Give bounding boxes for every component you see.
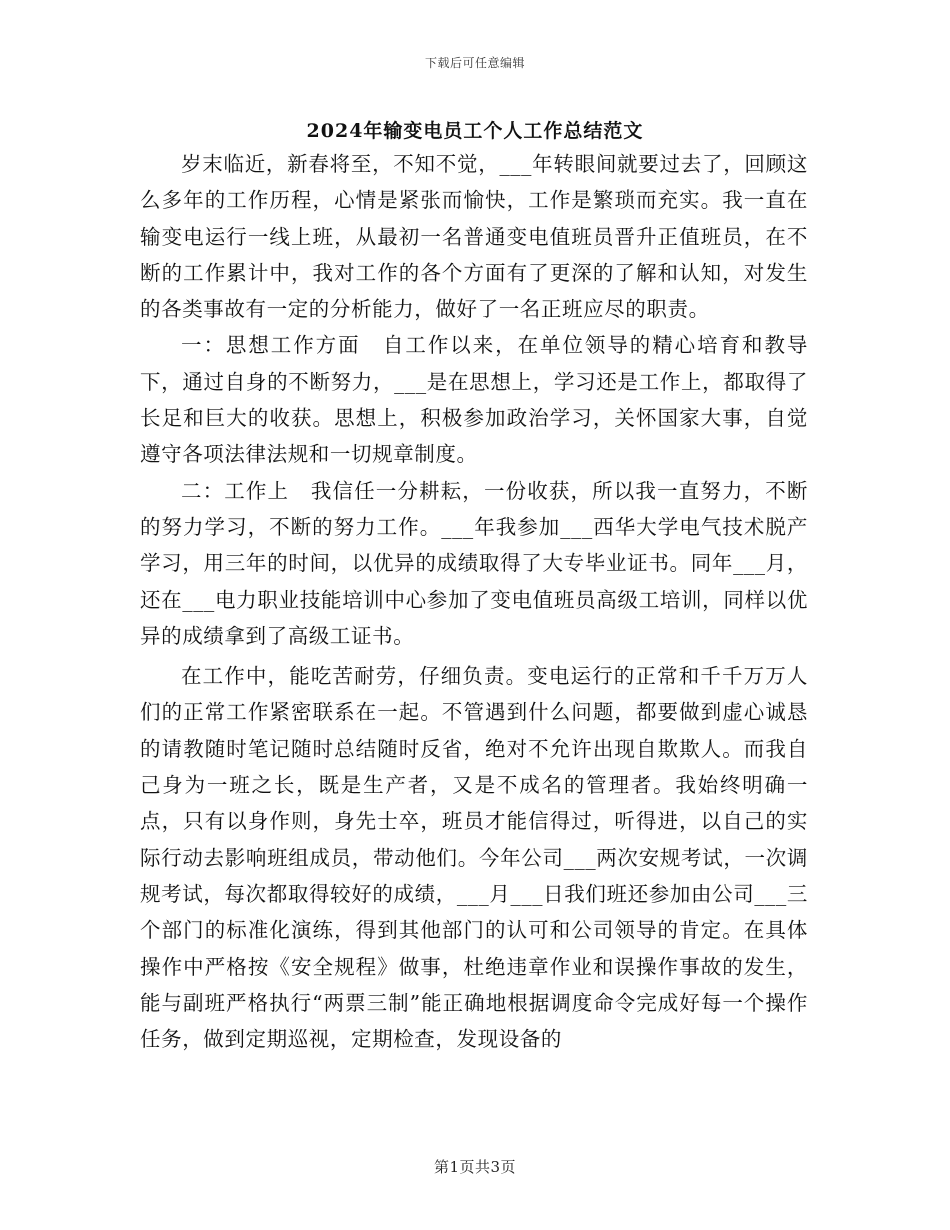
document-body (140, 146, 808, 1057)
paragraph-thinking: 一：思想工作方面 自工作以来，在单位领导的精心培育和教导下，通过自身的不断努力，___是在思想上，学习还是工作上，都取得了长足和巨大的收获。思想上，积极参加政治学习，关怀国家大事，自觉遵守各项法律法规和一切规章制度。 (140, 333, 808, 467)
paragraph-intro: 岁末临近，新春将至，不知不觉，___年转眼间就要过去了，回顾这么多年的工作历程，心情是紧张而愉快，工作是繁琐而充实。我一直在输变电运行一线上班，从最初一名普通变电值班员晋升正值班员，在不断的工作累计中，我对工作的各个方面有了更深的了解和认知，对发生的各类事故有一定的分析能力，做好了一名正班应尽的职责。 (140, 152, 808, 322)
paragraph-work: 二：工作上 我信任一分耕耘，一份收获，所以我一直努力，不断的努力学习，不断的努力工作。___年我参加___西华大学电气技术脱产学习，用三年的时间，以优异的成绩取得了大专毕业证书。同年___月，还在___电力职业技能培训中心参加了变电值班员高级工培训，同样以优异的成绩拿到了高级工证书。 (140, 478, 808, 648)
document-title: 2024年输变电员工个人工作总结范文 (306, 120, 644, 142)
header-note: 下载后可任意编辑 (424, 56, 525, 70)
paragraph-diligence: 在工作中，能吃苦耐劳，仔细负责。变电运行的正常和千千万万人们的正常工作紧密联系在一起。不管遇到什么问题，都要做到虚心诚恳的请教随时笔记随时总结随时反省，绝对不允许出现自欺欺人。而我自己身为一班之长，既是生产者，又是不成名的管理者。我始终明确一点，只有以身作则，身先士卒，班员才能信得过，听得进，以自己的实际行动去影响班组成员，带动他们。今年公司___两次安规考试，一次调规考试，每次都取得较好的成绩，___月___日我们班还参加由公司___三个部门的标准化演练，得到其他部门的认可和公司领导的肯定。在具体操作中严格按《安全规程》做事，杜绝违章作业和误操作事故的发生，能与副班严格执行“两票三制”能正确地根据调度命令完成好每一个操作任务，做到定期巡视，定期检查，发现设备的 (140, 664, 808, 1052)
page-number: 第1页共3页 (433, 1158, 517, 1176)
